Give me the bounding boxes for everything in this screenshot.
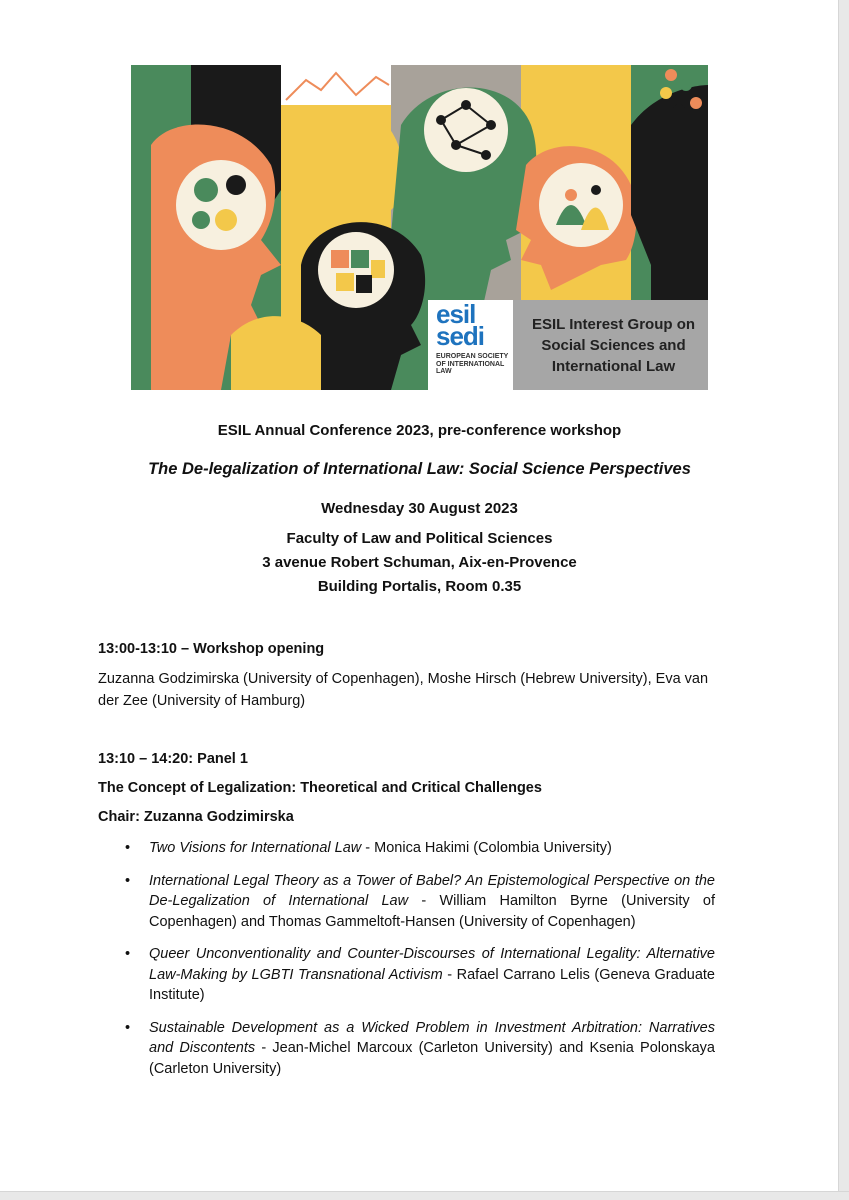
esil-logo-society: EUROPEAN SOCIETY OF INTERNATIONAL LAW (436, 353, 509, 375)
talk-title: Sustainable Development as a Wicked Problem in Investment Arbitration: Narratives and Discontents (149, 1019, 715, 1056)
esil-logo (428, 300, 513, 390)
talk-item (125, 944, 715, 1006)
talk-speakers: - Rafael Carrano Lelis (Geneva Graduate Institute) (149, 966, 715, 1003)
esil-logo-sedi: sedi (436, 321, 485, 351)
banner-illustration (131, 65, 708, 390)
talk-title: Two Visions for International Law (149, 840, 362, 856)
workshop-title: The De-legalization of International Law: Social Science Perspectives (148, 460, 691, 478)
bullet: • (125, 946, 131, 962)
interest-group-name: ESIL Interest Group on Social Sciences and International Law (531, 316, 696, 375)
page-edge-bottom (0, 1191, 849, 1200)
page-edge (838, 0, 849, 1200)
talk-title: International Legal Theory as a Tower of Babel? An Epistemological Perspective on the De-Legalization of International Law (149, 872, 715, 909)
event-date: Wednesday 30 August 2023 (321, 500, 518, 517)
talk-item (125, 1018, 715, 1080)
talk-item (125, 871, 715, 933)
talk-item (125, 838, 715, 859)
talk-speakers: - Monica Hakimi (Colombia University) (361, 840, 612, 856)
venue-line-3: Building Portalis, Room 0.35 (317, 578, 522, 595)
esil-logo-esil: esil (436, 299, 476, 329)
bullet: • (125, 872, 131, 889)
panel1-talk-list (125, 838, 715, 1091)
venue-line-2: 3 avenue Robert Schuman, Aix-en-Provence (262, 554, 577, 571)
bullet: • (125, 840, 131, 856)
panel1-heading: 13:10 – 14:20: Panel 1 (98, 751, 248, 767)
talk-speakers: - Jean-Michel Marcoux (Carleton University) and Ksenia Polonskaya (Carleton University) (149, 1040, 715, 1077)
opening-speakers: Zuzanna Godzimirska (University of Copenhagen), Moshe Hirsch (Hebrew University), Eva van der Zee (University of Hamburg) (98, 671, 709, 709)
talk-title: Queer Unconventionality and Counter-Discourses of International Legality: Alternative Law-Making by LGBTI Transnational Activism (149, 946, 715, 983)
venue-line-1: Faculty of Law and Political Sciences (286, 530, 553, 547)
talk-speakers: - William Hamilton Byrne (University of Copenhagen) and Thomas Gammeltoft-Hansen (University of Copenhagen) (149, 893, 715, 930)
bullet: • (125, 1019, 131, 1036)
event-name: ESIL Annual Conference 2023, pre-conference workshop (217, 422, 622, 439)
panel1-theme: The Concept of Legalization: Theoretical and Critical Challenges (98, 780, 542, 796)
opening-heading: 13:00-13:10 – Workshop opening (98, 641, 325, 657)
esil-interest-group-box (428, 300, 708, 390)
panel1-chair: Chair: Zuzanna Godzimirska (98, 809, 294, 825)
